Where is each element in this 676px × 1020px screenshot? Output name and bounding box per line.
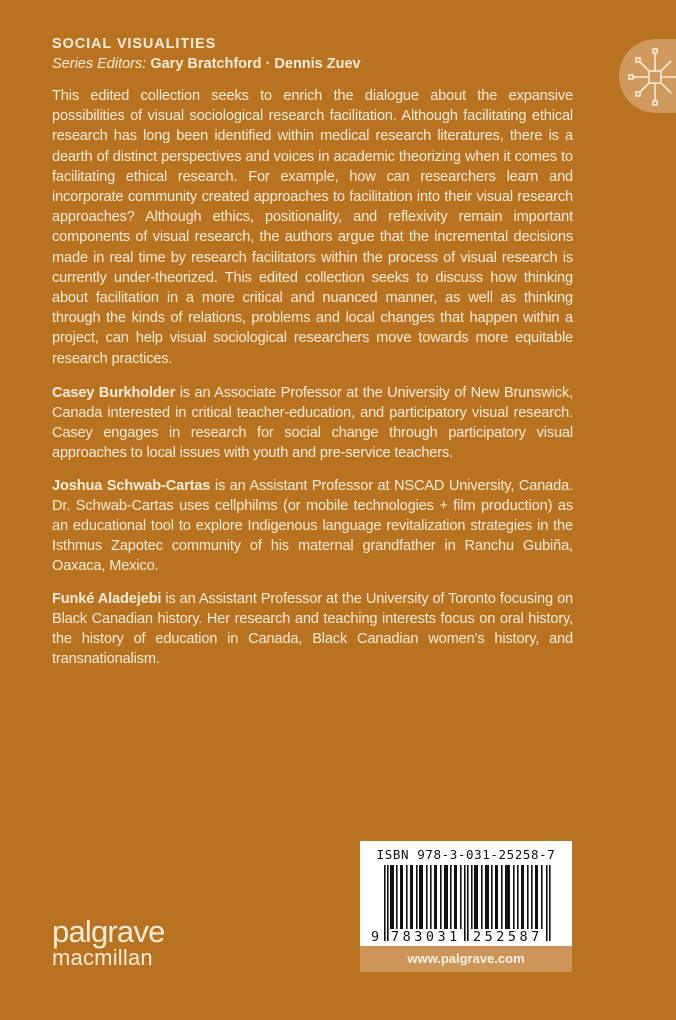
author-bio-text: is an Assistant Professor at the University of Toronto focusing on Black Canadian history. Her research and teaching interests focus on oral history, the history of education in Canada, Black Canadian women’s history, and transnationalism.: [52, 590, 573, 668]
publisher-url: www.palgrave.com: [360, 946, 572, 972]
series-header: [52, 34, 361, 74]
series-editors: [52, 54, 361, 74]
publisher-logo-line2: macmillan: [52, 945, 153, 970]
author-name: Casey Burkholder: [52, 384, 176, 401]
author-name: Joshua Schwab-Cartas: [52, 477, 211, 494]
series-editors-names: Gary Bratchford · Dennis Zuev: [150, 56, 361, 72]
author-bio-1: [52, 383, 573, 464]
back-cover-text: [52, 86, 573, 681]
author-name: Funké Aladejebi: [52, 590, 162, 607]
book-description: This edited collection seeks to enrich the dialogue about the expansive possibilities of visual sociological research facilitation. Although facilitating ethical research has long been identified within medical research literatures, there is a dearth of distinct perspectives and voices in academic theorizing when it comes to facilitating ethical research. For example, how can researchers learn and incorporate community created approaches to facilitation into their visual research approaches? Although ethics, positionality, and reflexivity remain important components of visual research, the authors argue that the incremental decisions made in real time by research facilitators within the process of visual research is currently under-theorized. This edited collection seeks to discuss how thinking about facilitation in a more critical and nuanced manner, as well as thinking through the kinds of relations, problems and local changes that happen within a project, can help visual sociological researchers move towards more equitable research practices.: [52, 88, 573, 367]
barcode-digits-left: 783031: [391, 929, 461, 945]
author-bio-text: is an Associate Professor at the University of New Brunswick, Canada interested in critical teacher-education, and participatory visual research. Casey engages in research for social change through participatory visual approaches to local issues with youth and pre-service teachers.: [52, 384, 573, 462]
publisher-logo: [52, 914, 165, 970]
barcode-digits-right: 252587: [473, 929, 543, 945]
author-bio-2: [52, 476, 573, 577]
series-title: SOCIAL VISUALITIES: [52, 36, 217, 52]
series-editors-label: Series Editors:: [52, 56, 147, 72]
network-node-icon: [619, 39, 676, 113]
isbn-label: ISBN 978-3-031-25258-7: [376, 847, 556, 862]
barcode-panel: [360, 841, 572, 946]
barcode-digits: [360, 929, 572, 945]
author-bio-text: is an Assistant Professor at NSCAD University, Canada. Dr. Schwab-Cartas uses cellphilms (or mobile technologies + film production) as an educational tool to explore Indigenous language revitalization strategies in the Isthmus Zapotec community of his maternal grandfather in Ranchu Gubiña, Oaxaca, Mexico.: [52, 477, 573, 575]
author-bio-3: [52, 589, 573, 670]
barcode-digit-first: 9: [371, 929, 383, 945]
publisher-logo-line1: palgrave: [52, 914, 165, 949]
isbn-barcode-block: [360, 841, 572, 972]
series-logo: [619, 39, 676, 113]
